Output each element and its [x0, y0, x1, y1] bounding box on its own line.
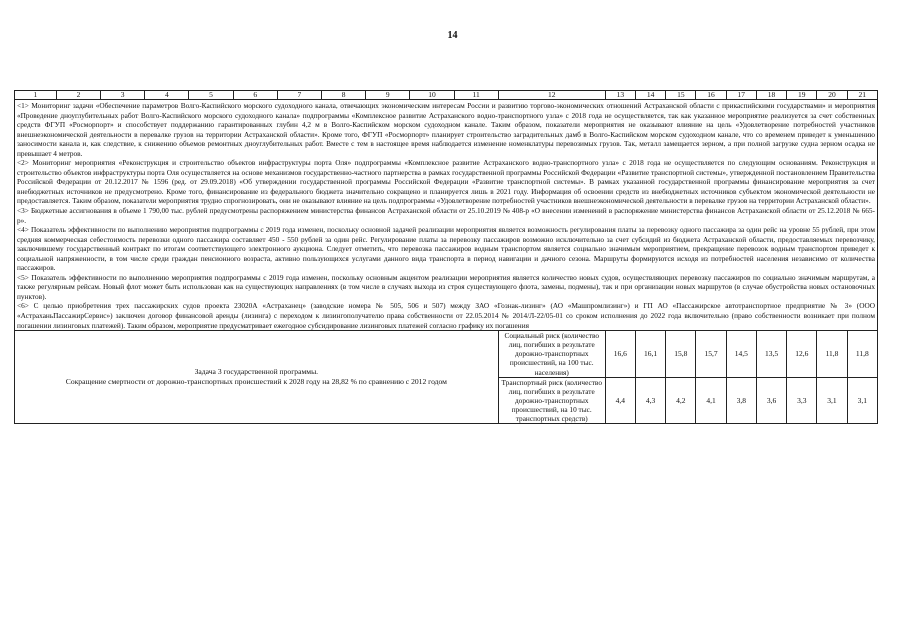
page-number: 14 [447, 30, 458, 41]
column-number: 11 [454, 91, 498, 100]
indicator-value: 4,3 [635, 377, 665, 423]
column-number: 2 [56, 91, 100, 100]
column-number: 21 [847, 91, 877, 100]
column-number: 19 [787, 91, 817, 100]
column-number: 7 [277, 91, 321, 100]
column-number: 18 [756, 91, 786, 100]
indicator-value: 4,2 [666, 377, 696, 423]
indicator-value: 11,8 [847, 331, 877, 377]
note-1: <1> Мониторинг задачи «Обеспечение параметров Волго-Каспийского морского судоходного канала, отвечающих экономическим интересам России и развитию торгово-экономических отношений Астраханской области с прикаспийскими государствами» и мероприятия «Проведение дноуглубительных работ Волго-Каспийского морского судоходного канала» подпрограммы «Комплексное развитие Астраханского водно-транспортного узла» с 2018 года не осуществляется, так как указанное мероприятие реализуется за счет собственных средств ФГУП «Росморпорт» и способствует поддержанию гарантированных глубин 4,2 м в Волго-Каспийском морском судоходном канале. Таким образом, показатели мероприятия не оказывают влияние на цель «Удовлетворение потребностей участников внешнеэкономической деятельности в перевалке грузов на территории Астраханской области». Кроме того, ФГУП «Росморпорт» планирует строительство заградительных дамб в Волго-Каспийском морском судоходном канале, что со временем приведет к уменьшению заносимости канала и, как следствие, к снижению объемов ремонтных дноуглубительных работ. Вместе с тем в настоящее время наблюдается изменение номенклатуры перевозимых грузов. Так, металл замещается зерном, а при полной загрузке судна зерном осадка не превышает 4 метров. [17, 101, 875, 158]
column-number: 4 [145, 91, 189, 100]
column-number: 6 [233, 91, 277, 100]
note-3: <3> Бюджетные ассигнования в объеме 1 790,00 тыс. рублей предусмотрены распоряжением министерства финансов Астраханской области от 25.10.2019 № 408-р «О внесении изменений в распоряжение министерства финансов Астраханской области от 25.12.2018 № 665-р». [17, 206, 875, 225]
indicator-row-social-risk [15, 331, 878, 377]
column-number: 1 [15, 91, 57, 100]
column-number: 20 [817, 91, 847, 100]
column-number: 17 [726, 91, 756, 100]
monitoring-table [14, 90, 878, 424]
indicator-value: 16,1 [635, 331, 665, 377]
column-number: 15 [666, 91, 696, 100]
notes-cell [15, 100, 878, 331]
column-number: 13 [605, 91, 635, 100]
column-number: 8 [321, 91, 365, 100]
column-number: 16 [696, 91, 726, 100]
indicator-value: 3,3 [787, 377, 817, 423]
indicator-value: 15,7 [696, 331, 726, 377]
column-number: 14 [635, 91, 665, 100]
column-number: 9 [366, 91, 410, 100]
indicator-value: 14,5 [726, 331, 756, 377]
task-text: Сокращение смертности от дорожно-транспортных происшествий к 2028 году на 28,82 % по сравнению с 2012 годом [65, 377, 447, 387]
indicator-name: Социальный риск (количество лиц, погибших в результате дорожно-транспортных происшествий, на 100 тыс. населения) [498, 331, 605, 377]
indicator-value: 3,1 [847, 377, 877, 423]
column-number: 5 [189, 91, 233, 100]
column-number: 12 [498, 91, 605, 100]
note-6: <6> С целью приобретения трех пассажирских судов проекта 23020А «Астраханец» (заводские номера № 505, 506 и 507) между ЗАО «Гознак-лизинг» (АО «Машпромлизинг») и ГП АО «Пассажирское автотранспортное предприятие № 3» (ООО «АстраханьПассажирСервис») заключен договор финансовой аренды (лизинга) с переходом к лизингополучателю права собственности от 22.05.2014 № 2014/Л-22/05-01 со сроком исполнения до 2022 года включительно (право собственности возникает при полном погашении лизинговых платежей). Таким образом, мероприятие предусматривает ежегодное субсидирование лизинговых платежей согласно графику их погашения [17, 301, 875, 330]
note-4: <4> Показатель эффективности по выполнению мероприятия подпрограммы с 2019 года изменен, поскольку основной задачей реализации мероприятия является возможность регулирования платы за перевозку одного пассажира за один рейс на уровне 55 рублей, при этом средняя коммерческая себестоимость перевозки одного пассажира составляет 450 - 550 рублей за один рейс. Регулирование платы за перевозку пассажиров возможно исключительно за счет субсидий из бюджета Астраханской области, предоставляемых перевозчику, заключившему государственный контракт по итогам соответствующего электронного аукциона. Следует отметить, что перевозка пассажиров водным транспортом является социально значимым мероприятием, прекращение перевозок водным транспортом приведет к социальной напряженности, в том числе среди граждан пенсионного возраста, активно пользующихся услугами данного вида транспорта в период навигации и дачного сезона. Маршруты формируются исходя из потребностей населения независимо от количества пассажиров. [17, 225, 875, 273]
indicator-value: 13,5 [756, 331, 786, 377]
indicator-value: 3,8 [726, 377, 756, 423]
note-2: <2> Мониторинг мероприятия «Реконструкция и строительство объектов инфраструктуры порта Оля» подпрограммы «Комплексное развитие Астраханского водно-транспортного узла» с 2018 года не осуществляется по следующим основаниям. Реконструкция и строительство объектов инфраструктуры порта Оля осуществляется на основе механизмов государственно-частного партнерства в рамках государственной программы Российской Федерации «Развитие транспортной системы», утвержденной постановлением Правительства Российской Федерации от 20.12.2017 № 1596 (ред. от 29.09.2018) «Об утверждении государственной программы Российской Федерации «Развитие транспортной системы». В рамках указанной государственной программы финансирование мероприятия за счет внебюджетных источников не предусмотрено. Кроме того, финансирование из федерального бюджета значительно сокращено и планируется лишь в 2021 году. Информация об освоении средств из внебюджетных источников субъектом экономической деятельности не предоставляется. Таким образом, показатели мероприятия трудно спрогнозировать, они не оказывают влияние на цель подпрограммы «Удовлетворение потребностей участников внешнеэкономической деятельности в перевалке грузов на территории Астраханской области». [17, 158, 875, 206]
notes-row [15, 100, 878, 331]
indicator-value: 15,8 [666, 331, 696, 377]
indicator-value: 3,1 [817, 377, 847, 423]
note-5: <5> Показатель эффективности по выполнению мероприятия подпрограммы с 2019 года изменен, поскольку основным акцентом реализации мероприятия является количество новых судов, осуществляющих перевозку пассажиров по социально значимым маршрутам, а также регулярным рейсам. Новый флот может быть использован как на существующих направлениях (в том числе в случаях выхода из строя существующего флота, замены, подмены), так и при организации новых маршрутов (в случае обустройства новых остановочных пунктов). [17, 272, 875, 301]
column-number: 10 [410, 91, 454, 100]
indicator-value: 4,4 [605, 377, 635, 423]
indicator-value: 12,6 [787, 331, 817, 377]
indicator-value: 11,8 [817, 331, 847, 377]
indicator-value: 3,6 [756, 377, 786, 423]
indicator-name: Транспортный риск (количество лиц, погибших в результате дорожно-транспортных происшествий, на 10 тыс. транспортных средств) [498, 377, 605, 423]
indicator-value: 16,6 [605, 331, 635, 377]
column-number: 3 [101, 91, 145, 100]
task-title: Задача 3 государственной программы. [194, 367, 319, 377]
column-number-row [15, 91, 878, 100]
task-cell [15, 331, 499, 424]
indicator-value: 4,1 [696, 377, 726, 423]
